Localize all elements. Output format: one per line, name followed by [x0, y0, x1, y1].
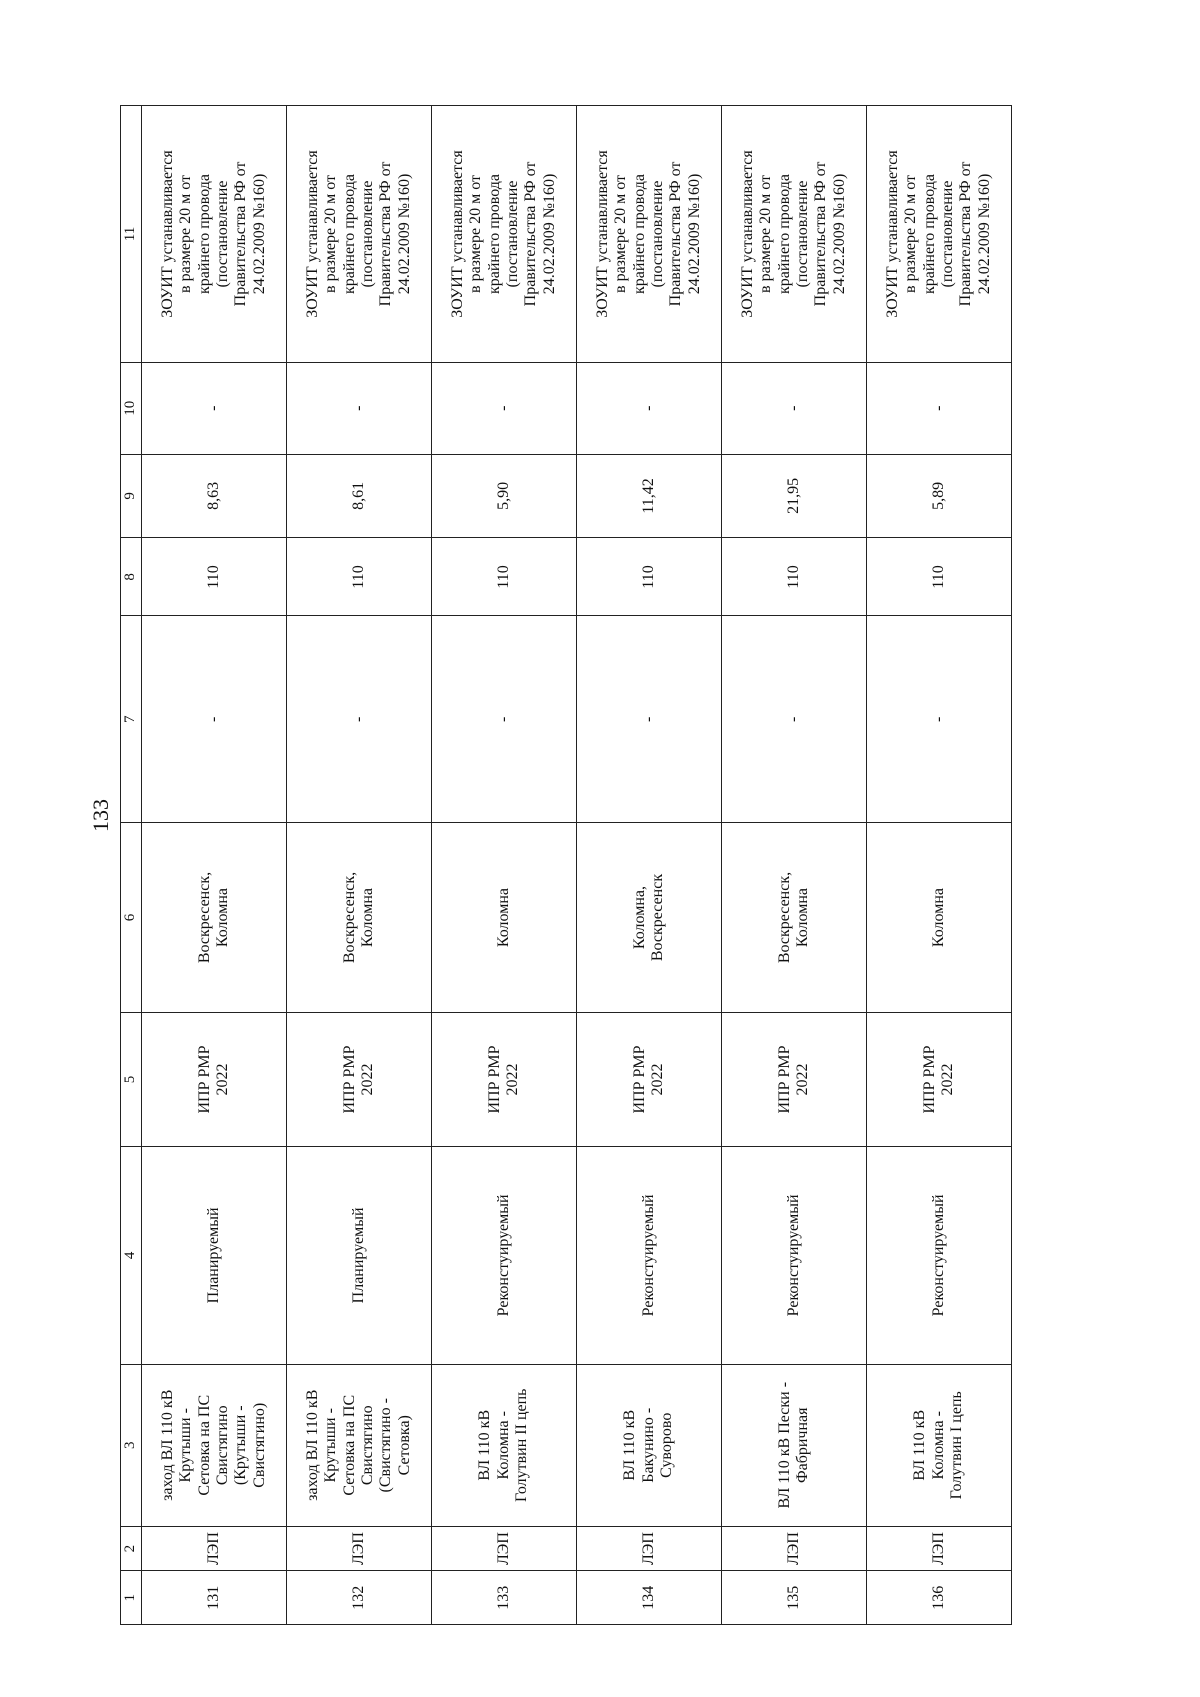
cell-number: 133: [432, 1571, 577, 1625]
cell-status: Реконстуируемый: [867, 1146, 1012, 1364]
column-header-6: 6: [121, 823, 142, 1013]
cell-status: Реконстуируемый: [432, 1146, 577, 1364]
cell-type: ЛЭП: [577, 1526, 722, 1571]
cell-voltage: 110: [142, 538, 287, 616]
cell-source: ИПР РМР 2022: [722, 1012, 867, 1146]
cell-source: ИПР РМР 2022: [287, 1012, 432, 1146]
cell-length: 11,42: [577, 454, 722, 538]
column-header-9: 9: [121, 454, 142, 538]
column-header-10: 10: [121, 362, 142, 454]
cell-length: 5,90: [432, 454, 577, 538]
column-header-5: 5: [121, 1012, 142, 1146]
cell-name: ВЛ 110 кВ Коломна - Голутвин II цепь: [432, 1364, 577, 1526]
cell-name: ВЛ 110 кВ Бакунино - Суворово: [577, 1364, 722, 1526]
cell-voltage: 110: [432, 538, 577, 616]
cell-col7: -: [867, 616, 1012, 823]
objects-table: [120, 105, 1012, 1625]
cell-col10: -: [577, 362, 722, 454]
cell-name: заход ВЛ 110 кВ Крутыши - Сетовка на ПС Свистягино (Крутыши - Свистягино): [142, 1364, 287, 1526]
cell-length: 5,89: [867, 454, 1012, 538]
cell-location: Воскресенск, Коломна: [722, 823, 867, 1013]
rotated-table-container: [120, 105, 993, 1625]
cell-number: 136: [867, 1571, 1012, 1625]
column-header-3: 3: [121, 1364, 142, 1526]
cell-zone-note: ЗОУИТ устанавливается в размере 20 м от крайнего провода (постановление Правительства РФ от 24.02.2009 №160): [867, 106, 1012, 363]
cell-status: Реконстуируемый: [722, 1146, 867, 1364]
cell-zone-note: ЗОУИТ устанавливается в размере 20 м от крайнего провода (постановление Правительства РФ от 24.02.2009 №160): [432, 106, 577, 363]
cell-col10: -: [142, 362, 287, 454]
cell-type: ЛЭП: [142, 1526, 287, 1571]
cell-length: 21,95: [722, 454, 867, 538]
cell-location: Коломна: [867, 823, 1012, 1013]
table-row: [287, 106, 432, 1625]
cell-voltage: 110: [577, 538, 722, 616]
cell-zone-note: ЗОУИТ устанавливается в размере 20 м от крайнего провода (постановление Правительства РФ от 24.02.2009 №160): [287, 106, 432, 363]
cell-source: ИПР РМР 2022: [867, 1012, 1012, 1146]
page-number: 133: [88, 799, 113, 832]
table-row: [577, 106, 722, 1625]
cell-zone-note: ЗОУИТ устанавливается в размере 20 м от крайнего провода (постановление Правительства РФ от 24.02.2009 №160): [722, 106, 867, 363]
cell-location: Коломна: [432, 823, 577, 1013]
cell-number: 131: [142, 1571, 287, 1625]
cell-status: Реконстуируемый: [577, 1146, 722, 1364]
cell-number: 135: [722, 1571, 867, 1625]
cell-source: ИПР РМР 2022: [142, 1012, 287, 1146]
cell-col10: -: [432, 362, 577, 454]
cell-location: Воскресенск, Коломна: [142, 823, 287, 1013]
header-row: [121, 106, 142, 1625]
cell-col10: -: [867, 362, 1012, 454]
cell-col10: -: [287, 362, 432, 454]
cell-status: Планируемый: [142, 1146, 287, 1364]
cell-location: Коломна, Воскресенск: [577, 823, 722, 1013]
cell-zone-note: ЗОУИТ устанавливается в размере 20 м от крайнего провода (постановление Правительства РФ от 24.02.2009 №160): [577, 106, 722, 363]
column-header-7: 7: [121, 616, 142, 823]
cell-voltage: 110: [867, 538, 1012, 616]
cell-col10: -: [722, 362, 867, 454]
cell-voltage: 110: [287, 538, 432, 616]
cell-type: ЛЭП: [867, 1526, 1012, 1571]
column-header-8: 8: [121, 538, 142, 616]
column-header-1: 1: [121, 1571, 142, 1625]
column-header-11: 11: [121, 106, 142, 363]
cell-col7: -: [142, 616, 287, 823]
cell-col7: -: [722, 616, 867, 823]
column-header-4: 4: [121, 1146, 142, 1364]
cell-col7: -: [432, 616, 577, 823]
cell-col7: -: [577, 616, 722, 823]
cell-name: ВЛ 110 кВ Коломна - Голутвин I цепь: [867, 1364, 1012, 1526]
table-row: [142, 106, 287, 1625]
cell-voltage: 110: [722, 538, 867, 616]
table-row: [722, 106, 867, 1625]
cell-name: заход ВЛ 110 кВ Крутыши - Сетовка на ПС Свистягино (Свистягино - Сетовка): [287, 1364, 432, 1526]
cell-status: Планируемый: [287, 1146, 432, 1364]
cell-location: Воскресенск, Коломна: [287, 823, 432, 1013]
cell-length: 8,63: [142, 454, 287, 538]
cell-name: ВЛ 110 кВ Пески - Фабричная: [722, 1364, 867, 1526]
cell-type: ЛЭП: [287, 1526, 432, 1571]
table-row: [867, 106, 1012, 1625]
cell-col7: -: [287, 616, 432, 823]
table-row: [432, 106, 577, 1625]
column-header-2: 2: [121, 1526, 142, 1571]
cell-length: 8,61: [287, 454, 432, 538]
cell-type: ЛЭП: [722, 1526, 867, 1571]
cell-zone-note: ЗОУИТ устанавливается в размере 20 м от крайнего провода (постановление Правительства РФ от 24.02.2009 №160): [142, 106, 287, 363]
cell-number: 134: [577, 1571, 722, 1625]
cell-number: 132: [287, 1571, 432, 1625]
cell-source: ИПР РМР 2022: [577, 1012, 722, 1146]
cell-type: ЛЭП: [432, 1526, 577, 1571]
cell-source: ИПР РМР 2022: [432, 1012, 577, 1146]
